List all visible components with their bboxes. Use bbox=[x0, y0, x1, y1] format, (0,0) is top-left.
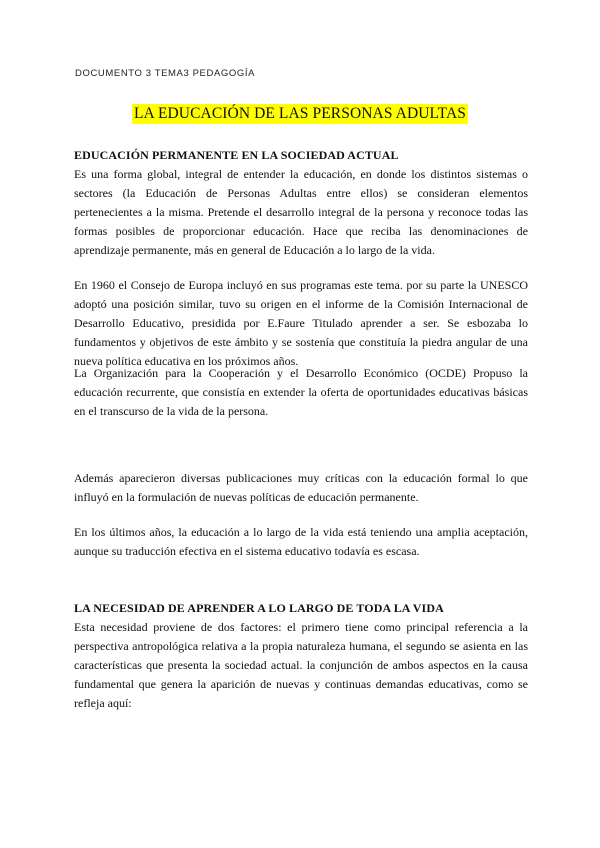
document-title: LA EDUCACIÓN DE LAS PERSONAS ADULTAS bbox=[133, 105, 467, 122]
paragraph: Además aparecieron diversas publicaciones muy críticas con la educación formal lo que influyó en la formulación de nuevas políticas de educación permanente. bbox=[74, 471, 528, 504]
paragraph: La Organización para la Cooperación y el Desarrollo Económico (OCDE) Propuso la educación recurrente, que consistía en extender la oferta de oportunidades educativas básicas en el transcurso de la vida de la persona. bbox=[74, 366, 528, 418]
paragraph-block bbox=[74, 276, 528, 371]
document-header-label: DOCUMENTO 3 TEMA3 PEDAGOGÍA bbox=[75, 68, 256, 79]
paragraph: En 1960 el Consejo de Europa incluyó en sus programas este tema. por su parte la UNESCO adoptó una posición similar, tuvo su origen en el informe de la Comisión Internacional de Desarrollo Educativo, presidida por E.Faure Titulado aprender a ser. Se esbozaba lo fundamentos y objetivos de este ámbito y se sostenía que constituía la piedra angular de una nueva política educativa en los próximos años. bbox=[74, 278, 528, 368]
paragraph-block bbox=[74, 523, 528, 561]
section-heading: LA NECESIDAD DE APRENDER A LO LARGO DE TODA LA VIDA bbox=[74, 601, 444, 615]
paragraph-block bbox=[74, 469, 528, 507]
paragraph: Es una forma global, integral de entender la educación, en donde los distintos sistemas o sectores (la Educación de Personas Adultas entre ellos) se consideran elementos pertenecientes a la misma. Pretende el desarrollo integral de la persona y reconoce todas las formas posibles de proporcionar educación. Hace que reciba las denominaciones de aprendizaje permanente, más en general de Educación a lo largo de la vida. bbox=[74, 167, 528, 257]
section-heading: EDUCACIÓN PERMANENTE EN LA SOCIEDAD ACTUAL bbox=[74, 148, 399, 162]
section-lifelong-learning bbox=[74, 599, 528, 713]
paragraph: Esta necesidad proviene de dos factores: el primero tiene como principal referencia a la perspectiva antropológica relativa a la propia naturaleza humana, el segundo se asienta en las características que presenta la sociedad actual. la conjunción de ambos aspectos en la causa fundamental que genera la aparición de nuevas y continuas demandas educativas, como se refleja aquí: bbox=[74, 620, 528, 710]
section-education-permanent bbox=[74, 146, 528, 260]
title-container bbox=[0, 104, 600, 124]
paragraph-block bbox=[74, 364, 528, 421]
paragraph: En los últimos años, la educación a lo largo de la vida está teniendo una amplia aceptación, aunque su traducción efectiva en el sistema educativo todavía es escasa. bbox=[74, 525, 528, 558]
